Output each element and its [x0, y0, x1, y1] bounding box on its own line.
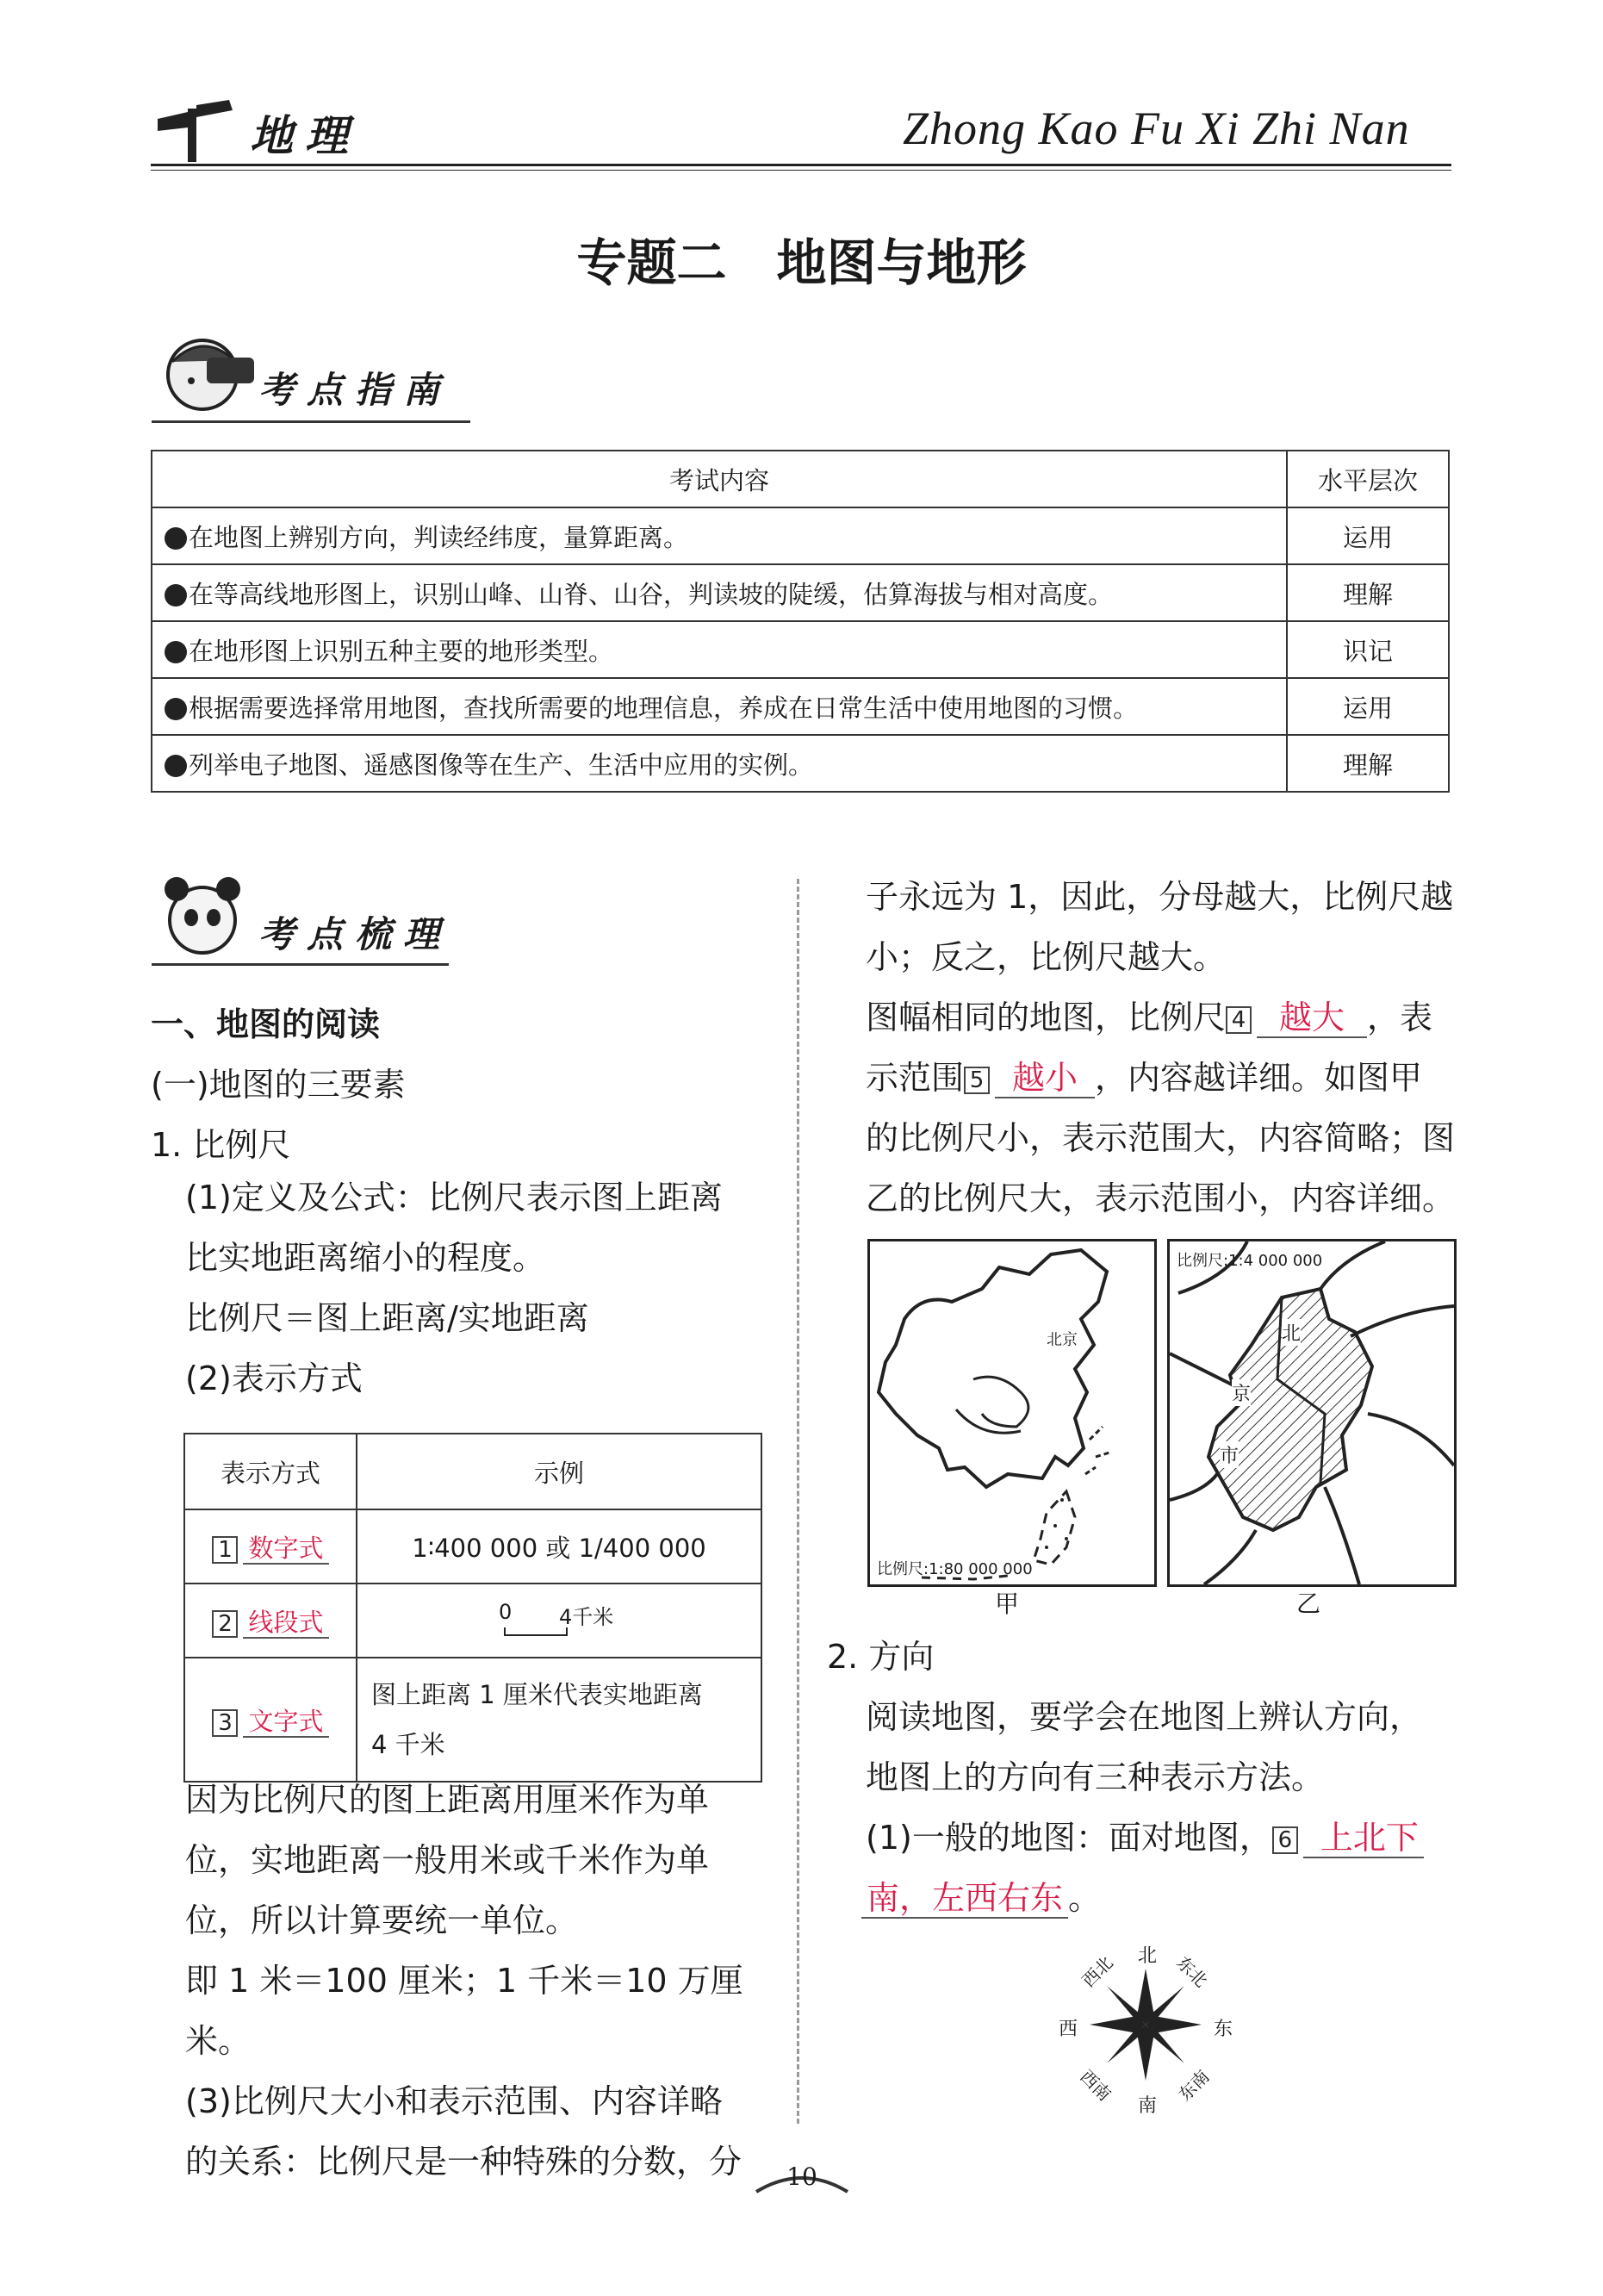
table-row: 根据需要选择常用地图，查找所需要的地理信息，养成在日常生活中使用地图的习惯。 运用 — [152, 678, 1449, 735]
table-row: 在等高线地形图上，识别山峰、山脊、山谷，判读坡的陡缓，估算海拔与相对高度。 理解 — [152, 564, 1449, 621]
paragraph-units: 因为比例尺的图上距离用厘米作为单 位，实地距离一般用米或千米作为单 位，所以计算要统一单位。 即 1 米＝100 厘米；1 千米＝10 万厘米。 (3)比例尺大小和表示范围、内容详略 的关系：比例尺是一种特殊的分数，分 — [185, 1781, 743, 2181]
map-label-jing: 京 — [1232, 1379, 1251, 1406]
book-title-pinyin: Zhong Kao Fu Xi Zhi Nan — [903, 103, 1410, 154]
table-row: 3 文字式 图上距离 1 厘米代表实地距离 4 千米 — [184, 1658, 761, 1782]
compass-w: 西 — [1059, 2019, 1078, 2040]
map-label-bei: 北 — [1282, 1319, 1301, 1346]
badge-underline — [152, 963, 449, 966]
blank-number: 5 — [964, 1067, 990, 1094]
bullet-icon — [165, 641, 187, 663]
answer-blank: 南，左西右东 — [861, 1879, 1068, 1919]
compass-n: 北 — [1138, 1945, 1158, 1967]
page-number: 10 — [749, 2162, 854, 2191]
compass-rose — [1055, 1934, 1236, 2115]
table-row: 1 数字式 1∶400 000 或 1/400 000 — [184, 1509, 761, 1584]
map-caption-yi: 乙 — [1296, 1590, 1321, 1618]
china-outline-icon — [870, 1241, 1154, 1584]
scale-formula: 比例尺＝图上距离/实地距离 — [185, 1299, 589, 1337]
answer-blank: 上北下 — [1303, 1819, 1424, 1858]
map-caption-jia: 甲 — [995, 1590, 1020, 1618]
map-china-small-scale — [867, 1239, 1157, 1587]
map-beijing-large-scale — [1167, 1239, 1457, 1587]
heading-scale: 1. 比例尺 — [151, 1126, 291, 1164]
compass-ne: 东北 — [1172, 1951, 1212, 1992]
scale-bar — [504, 1627, 568, 1636]
line-scale-example: 0 4千米 — [357, 1584, 761, 1658]
subject-label: 地理 — [250, 110, 360, 161]
answer-blank: 线段式 — [243, 1608, 328, 1639]
map-label-beijing: 北京 — [1047, 1331, 1078, 1349]
map-scale-label: 比例尺:1:4 000 000 — [1177, 1252, 1323, 1270]
blank-number: 6 — [1272, 1826, 1298, 1854]
answer-blank: 越大 — [1257, 999, 1367, 1038]
table-row: 列举电子地图、遥感图像等在生产、生活中应用的实例。 理解 — [152, 735, 1449, 792]
heading-direction: 2. 方向 — [827, 1638, 935, 1676]
exam-requirements-table — [151, 450, 1450, 793]
blank-number: 3 — [212, 1709, 238, 1737]
paragraph-direction: 2. 方向 阅读地图，要学会在地图上辨认方向， 地图上的方向有三种表示方法。 (1)一般的地图：面对地图， 6 上北下 南，左西右东 。 — [827, 1627, 1460, 1928]
table-header-row: 表示方式 示例 — [184, 1434, 761, 1509]
column-divider — [797, 879, 799, 2124]
heading-map-reading: 一、地图的阅读 — [151, 1005, 381, 1043]
mascot-telescope-icon — [155, 327, 258, 426]
compass-sw: 西南 — [1076, 2065, 1115, 2106]
bullet-icon — [165, 755, 187, 777]
answer-blank: 数字式 — [243, 1534, 328, 1565]
table-row — [184, 1584, 761, 1658]
heading-three-elements: (一)地图的三要素 — [151, 1066, 406, 1104]
header-rule — [151, 164, 1451, 171]
map-scale-label: 比例尺:1:80 000 000 — [877, 1560, 1033, 1578]
compass-e: 东 — [1214, 2019, 1233, 2040]
compass-nw: 西北 — [1078, 1951, 1117, 1992]
bullet-icon — [165, 584, 187, 607]
map-label-shi: 市 — [1220, 1441, 1239, 1468]
blank-number: 2 — [212, 1610, 238, 1638]
compass-se: 东南 — [1174, 2065, 1214, 2106]
signpost-logo-icon — [153, 93, 235, 165]
paragraph-scale-relation: 子永远为 1，因此，分母越大，比例尺越 小；反之，比例尺越大。 图幅相同的地图，比例尺 4 越大 ，表 示范围 5 越小 ，内容越详细。如图甲 的比例尺小，表示范围大，内容简略；图 乙的比例尺大，表示范围小，内容详细。 — [866, 878, 1456, 1217]
scale-format-table — [183, 1433, 762, 1783]
bullet-icon — [165, 527, 187, 550]
page-title: 专题二 地图与地形 — [576, 233, 1027, 292]
mascot-panda-icon — [155, 870, 250, 968]
answer-blank: 越小 — [995, 1059, 1095, 1098]
answer-blank: 文字式 — [243, 1707, 328, 1738]
col-header-level: 水平层次 — [1287, 451, 1449, 507]
col-header-content: 考试内容 — [152, 451, 1287, 507]
blank-number: 1 — [212, 1536, 238, 1564]
section-badge-guide: 考点指南 — [258, 369, 452, 411]
table-header-row — [152, 451, 1449, 507]
blank-number: 4 — [1226, 1006, 1252, 1034]
table-row: 在地形图上识别五种主要的地形类型。 识记 — [152, 621, 1449, 678]
section-badge-review: 考点梳理 — [258, 913, 452, 955]
table-row: 在地图上辨别方向，判读经纬度，量算距离。 运用 — [152, 507, 1449, 564]
paragraph-definition: (1)定义及公式：比例尺表示图上距离 比实地距离缩小的程度。 比例尺＝图上距离/实地距离 (2)表示方式 — [185, 1167, 788, 1409]
compass-s: 南 — [1138, 2095, 1158, 2117]
badge-underline — [152, 420, 470, 423]
bullet-icon — [165, 698, 187, 720]
